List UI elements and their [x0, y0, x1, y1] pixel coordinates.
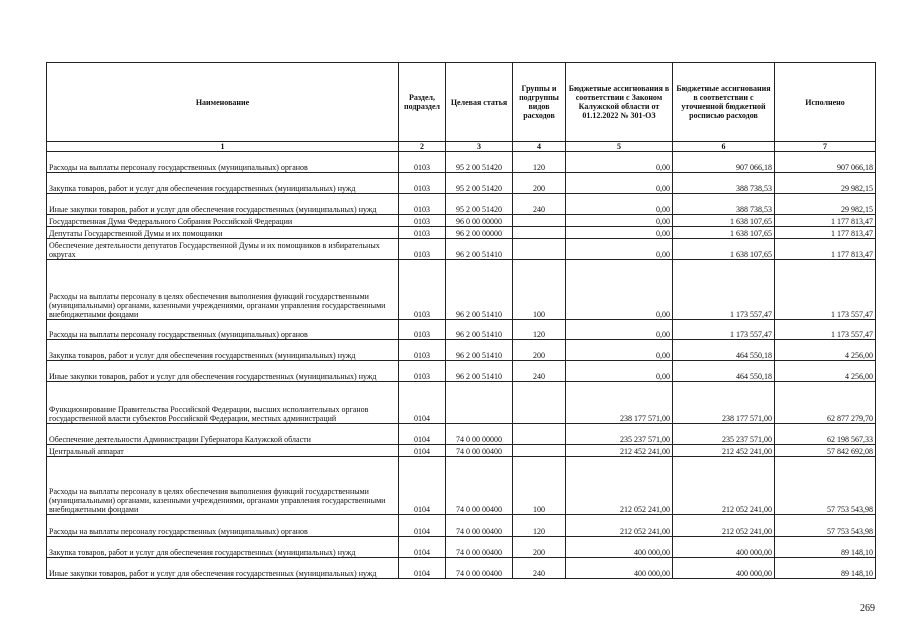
cell-statya: 74 0 00 00400: [446, 445, 513, 457]
column-number: 3: [446, 142, 513, 152]
cell-name: Иные закупки товаров, работ и услуг для обеспечения государственных (муниципальных) нужд: [47, 194, 399, 215]
cell-zakon: 0,00: [566, 173, 673, 194]
cell-rospis: 212 052 241,00: [673, 515, 775, 537]
column-number-row: [47, 142, 876, 152]
header-ispolneno: Исполнено: [775, 63, 876, 142]
cell-ispolneno: 89 148,10: [775, 558, 876, 579]
cell-name: Закупка товаров, работ и услуг для обеспечения государственных (муниципальных) нужд: [47, 340, 399, 361]
table-row: [47, 260, 876, 320]
cell-statya: 96 2 00 51410: [446, 340, 513, 361]
cell-ispolneno: 1 177 813,47: [775, 227, 876, 239]
cell-razdel: 0104: [399, 457, 446, 515]
table-row: [47, 173, 876, 194]
cell-zakon: 212 452 241,00: [566, 445, 673, 457]
budget-table: [46, 62, 876, 579]
cell-name: Расходы на выплаты персоналу государственных (муниципальных) органов: [47, 320, 399, 340]
cell-zakon: 0,00: [566, 260, 673, 320]
table-row: [47, 515, 876, 537]
cell-zakon: 0,00: [566, 340, 673, 361]
cell-rospis: 388 738,53: [673, 194, 775, 215]
cell-name: Обеспечение деятельности Администрации Губернатора Калужской области: [47, 424, 399, 445]
cell-ispolneno: 62 877 279,70: [775, 382, 876, 424]
column-number: 5: [566, 142, 673, 152]
header-rospis: Бюджетные ассигнования в соответствии с уточненной бюджетной росписью расходов: [673, 63, 775, 142]
cell-vid: [513, 239, 566, 260]
cell-rospis: 400 000,00: [673, 537, 775, 558]
cell-zakon: 0,00: [566, 361, 673, 382]
table-row: [47, 361, 876, 382]
table-row: [47, 239, 876, 260]
cell-ispolneno: 89 148,10: [775, 537, 876, 558]
page-number: 269: [860, 603, 875, 614]
cell-statya: 96 0 00 00000: [446, 215, 513, 227]
cell-ispolneno: 1 177 813,47: [775, 215, 876, 227]
cell-zakon: 212 052 241,00: [566, 515, 673, 537]
cell-statya: 74 0 00 00400: [446, 537, 513, 558]
cell-rospis: 1 638 107,65: [673, 239, 775, 260]
cell-rospis: 1 173 557,47: [673, 260, 775, 320]
cell-zakon: 0,00: [566, 152, 673, 173]
table-row: [47, 457, 876, 515]
cell-ispolneno: 1 177 813,47: [775, 239, 876, 260]
cell-ispolneno: 907 066,18: [775, 152, 876, 173]
cell-zakon: 235 237 571,00: [566, 424, 673, 445]
cell-razdel: 0103: [399, 194, 446, 215]
cell-ispolneno: 57 753 543,98: [775, 457, 876, 515]
cell-rospis: 388 738,53: [673, 173, 775, 194]
cell-ispolneno: 29 982,15: [775, 173, 876, 194]
cell-name: Обеспечение деятельности депутатов Государственной Думы и их помощников в избирательных округах: [47, 239, 399, 260]
header-razdel: Раздел, подраздел: [399, 63, 446, 142]
cell-rospis: 238 177 571,00: [673, 382, 775, 424]
cell-vid: [513, 445, 566, 457]
cell-statya: 95 2 00 51420: [446, 194, 513, 215]
header-statya: Целевая статья: [446, 63, 513, 142]
cell-name: Иные закупки товаров, работ и услуг для обеспечения государственных (муниципальных) нужд: [47, 558, 399, 579]
column-number: 4: [513, 142, 566, 152]
table-row: [47, 215, 876, 227]
cell-razdel: 0103: [399, 152, 446, 173]
cell-rospis: 464 550,18: [673, 340, 775, 361]
cell-statya: 96 2 00 51410: [446, 239, 513, 260]
table-row: [47, 558, 876, 579]
cell-statya: 96 2 00 51410: [446, 361, 513, 382]
cell-statya: [446, 382, 513, 424]
cell-vid: 120: [513, 320, 566, 340]
column-number: 2: [399, 142, 446, 152]
cell-name: Иные закупки товаров, работ и услуг для обеспечения государственных (муниципальных) нужд: [47, 361, 399, 382]
cell-ispolneno: 57 842 692,08: [775, 445, 876, 457]
budget-table-sheet: [46, 62, 875, 579]
header-vid: Группы и подгруппы видов расходов: [513, 63, 566, 142]
cell-vid: 120: [513, 515, 566, 537]
cell-vid: 240: [513, 558, 566, 579]
cell-name: Расходы на выплаты персоналу государственных (муниципальных) органов: [47, 152, 399, 173]
cell-statya: 96 2 00 51410: [446, 260, 513, 320]
table-row: [47, 424, 876, 445]
cell-rospis: 235 237 571,00: [673, 424, 775, 445]
cell-razdel: 0104: [399, 424, 446, 445]
cell-razdel: 0103: [399, 361, 446, 382]
cell-ispolneno: 62 198 567,33: [775, 424, 876, 445]
header-zakon: Бюджетные ассигнования в соответствии с Законом Калужской области от 01.12.2022 № 301-ОЗ: [566, 63, 673, 142]
cell-ispolneno: 4 256,00: [775, 361, 876, 382]
cell-razdel: 0104: [399, 515, 446, 537]
cell-vid: [513, 227, 566, 239]
cell-ispolneno: 57 753 543,98: [775, 515, 876, 537]
cell-zakon: 0,00: [566, 194, 673, 215]
cell-rospis: 1 638 107,65: [673, 227, 775, 239]
cell-zakon: 400 000,00: [566, 537, 673, 558]
table-row: [47, 340, 876, 361]
cell-statya: 74 0 00 00400: [446, 558, 513, 579]
cell-ispolneno: 1 173 557,47: [775, 260, 876, 320]
header-name: Наименование: [47, 63, 399, 142]
cell-ispolneno: 29 982,15: [775, 194, 876, 215]
table-row: [47, 320, 876, 340]
table-row: [47, 382, 876, 424]
column-number: 6: [673, 142, 775, 152]
cell-razdel: 0103: [399, 260, 446, 320]
cell-name: Расходы на выплаты персоналу в целях обеспечения выполнения функций государственными (муниципальными) органами, казенными учреждениями, органами управления государственными внебюджетными фондами: [47, 457, 399, 515]
cell-name: Закупка товаров, работ и услуг для обеспечения государственных (муниципальных) нужд: [47, 173, 399, 194]
cell-vid: [513, 215, 566, 227]
cell-rospis: 464 550,18: [673, 361, 775, 382]
cell-statya: 96 2 00 51410: [446, 320, 513, 340]
cell-vid: 240: [513, 361, 566, 382]
cell-name: Расходы на выплаты персоналу государственных (муниципальных) органов: [47, 515, 399, 537]
cell-razdel: 0103: [399, 239, 446, 260]
cell-zakon: 0,00: [566, 215, 673, 227]
cell-razdel: 0104: [399, 537, 446, 558]
header-row: [47, 63, 876, 142]
cell-name: Центральный аппарат: [47, 445, 399, 457]
cell-razdel: 0104: [399, 382, 446, 424]
cell-razdel: 0103: [399, 215, 446, 227]
cell-statya: 74 0 00 00000: [446, 424, 513, 445]
cell-vid: 200: [513, 173, 566, 194]
cell-ispolneno: 1 173 557,47: [775, 320, 876, 340]
cell-rospis: 212 052 241,00: [673, 457, 775, 515]
table-row: [47, 445, 876, 457]
cell-name: Расходы на выплаты персоналу в целях обеспечения выполнения функций государственными (муниципальными) органами, казенными учреждениями, органами управления государственными внебюджетными фондами: [47, 260, 399, 320]
cell-rospis: 212 452 241,00: [673, 445, 775, 457]
cell-vid: [513, 382, 566, 424]
cell-name: Закупка товаров, работ и услуг для обеспечения государственных (муниципальных) нужд: [47, 537, 399, 558]
cell-vid: 120: [513, 152, 566, 173]
cell-rospis: 400 000,00: [673, 558, 775, 579]
table-row: [47, 194, 876, 215]
cell-vid: 100: [513, 457, 566, 515]
cell-razdel: 0103: [399, 320, 446, 340]
column-number: 1: [47, 142, 399, 152]
cell-statya: 96 2 00 00000: [446, 227, 513, 239]
cell-rospis: 1 638 107,65: [673, 215, 775, 227]
cell-vid: 200: [513, 340, 566, 361]
cell-vid: 240: [513, 194, 566, 215]
cell-zakon: 212 052 241,00: [566, 457, 673, 515]
cell-zakon: 0,00: [566, 239, 673, 260]
cell-statya: 95 2 00 51420: [446, 173, 513, 194]
table-row: [47, 227, 876, 239]
cell-zakon: 0,00: [566, 227, 673, 239]
column-number: 7: [775, 142, 876, 152]
cell-statya: 74 0 00 00400: [446, 457, 513, 515]
table-body: [47, 152, 876, 579]
cell-razdel: 0103: [399, 340, 446, 361]
cell-razdel: 0103: [399, 227, 446, 239]
cell-zakon: 238 177 571,00: [566, 382, 673, 424]
cell-zakon: 0,00: [566, 320, 673, 340]
cell-vid: [513, 424, 566, 445]
cell-razdel: 0104: [399, 445, 446, 457]
cell-name: Депутаты Государственной Думы и их помощники: [47, 227, 399, 239]
cell-razdel: 0103: [399, 173, 446, 194]
cell-name: Государственная Дума Федерального Собрания Российской Федерации: [47, 215, 399, 227]
cell-razdel: 0104: [399, 558, 446, 579]
cell-rospis: 1 173 557,47: [673, 320, 775, 340]
cell-vid: 100: [513, 260, 566, 320]
cell-statya: 95 2 00 51420: [446, 152, 513, 173]
table-row: [47, 152, 876, 173]
cell-zakon: 400 000,00: [566, 558, 673, 579]
cell-statya: 74 0 00 00400: [446, 515, 513, 537]
cell-name: Функционирование Правительства Российской Федерации, высших исполнительных органов государственной власти субъектов Российской Федерации, местных администраций: [47, 382, 399, 424]
cell-vid: 200: [513, 537, 566, 558]
cell-ispolneno: 4 256,00: [775, 340, 876, 361]
table-row: [47, 537, 876, 558]
cell-rospis: 907 066,18: [673, 152, 775, 173]
